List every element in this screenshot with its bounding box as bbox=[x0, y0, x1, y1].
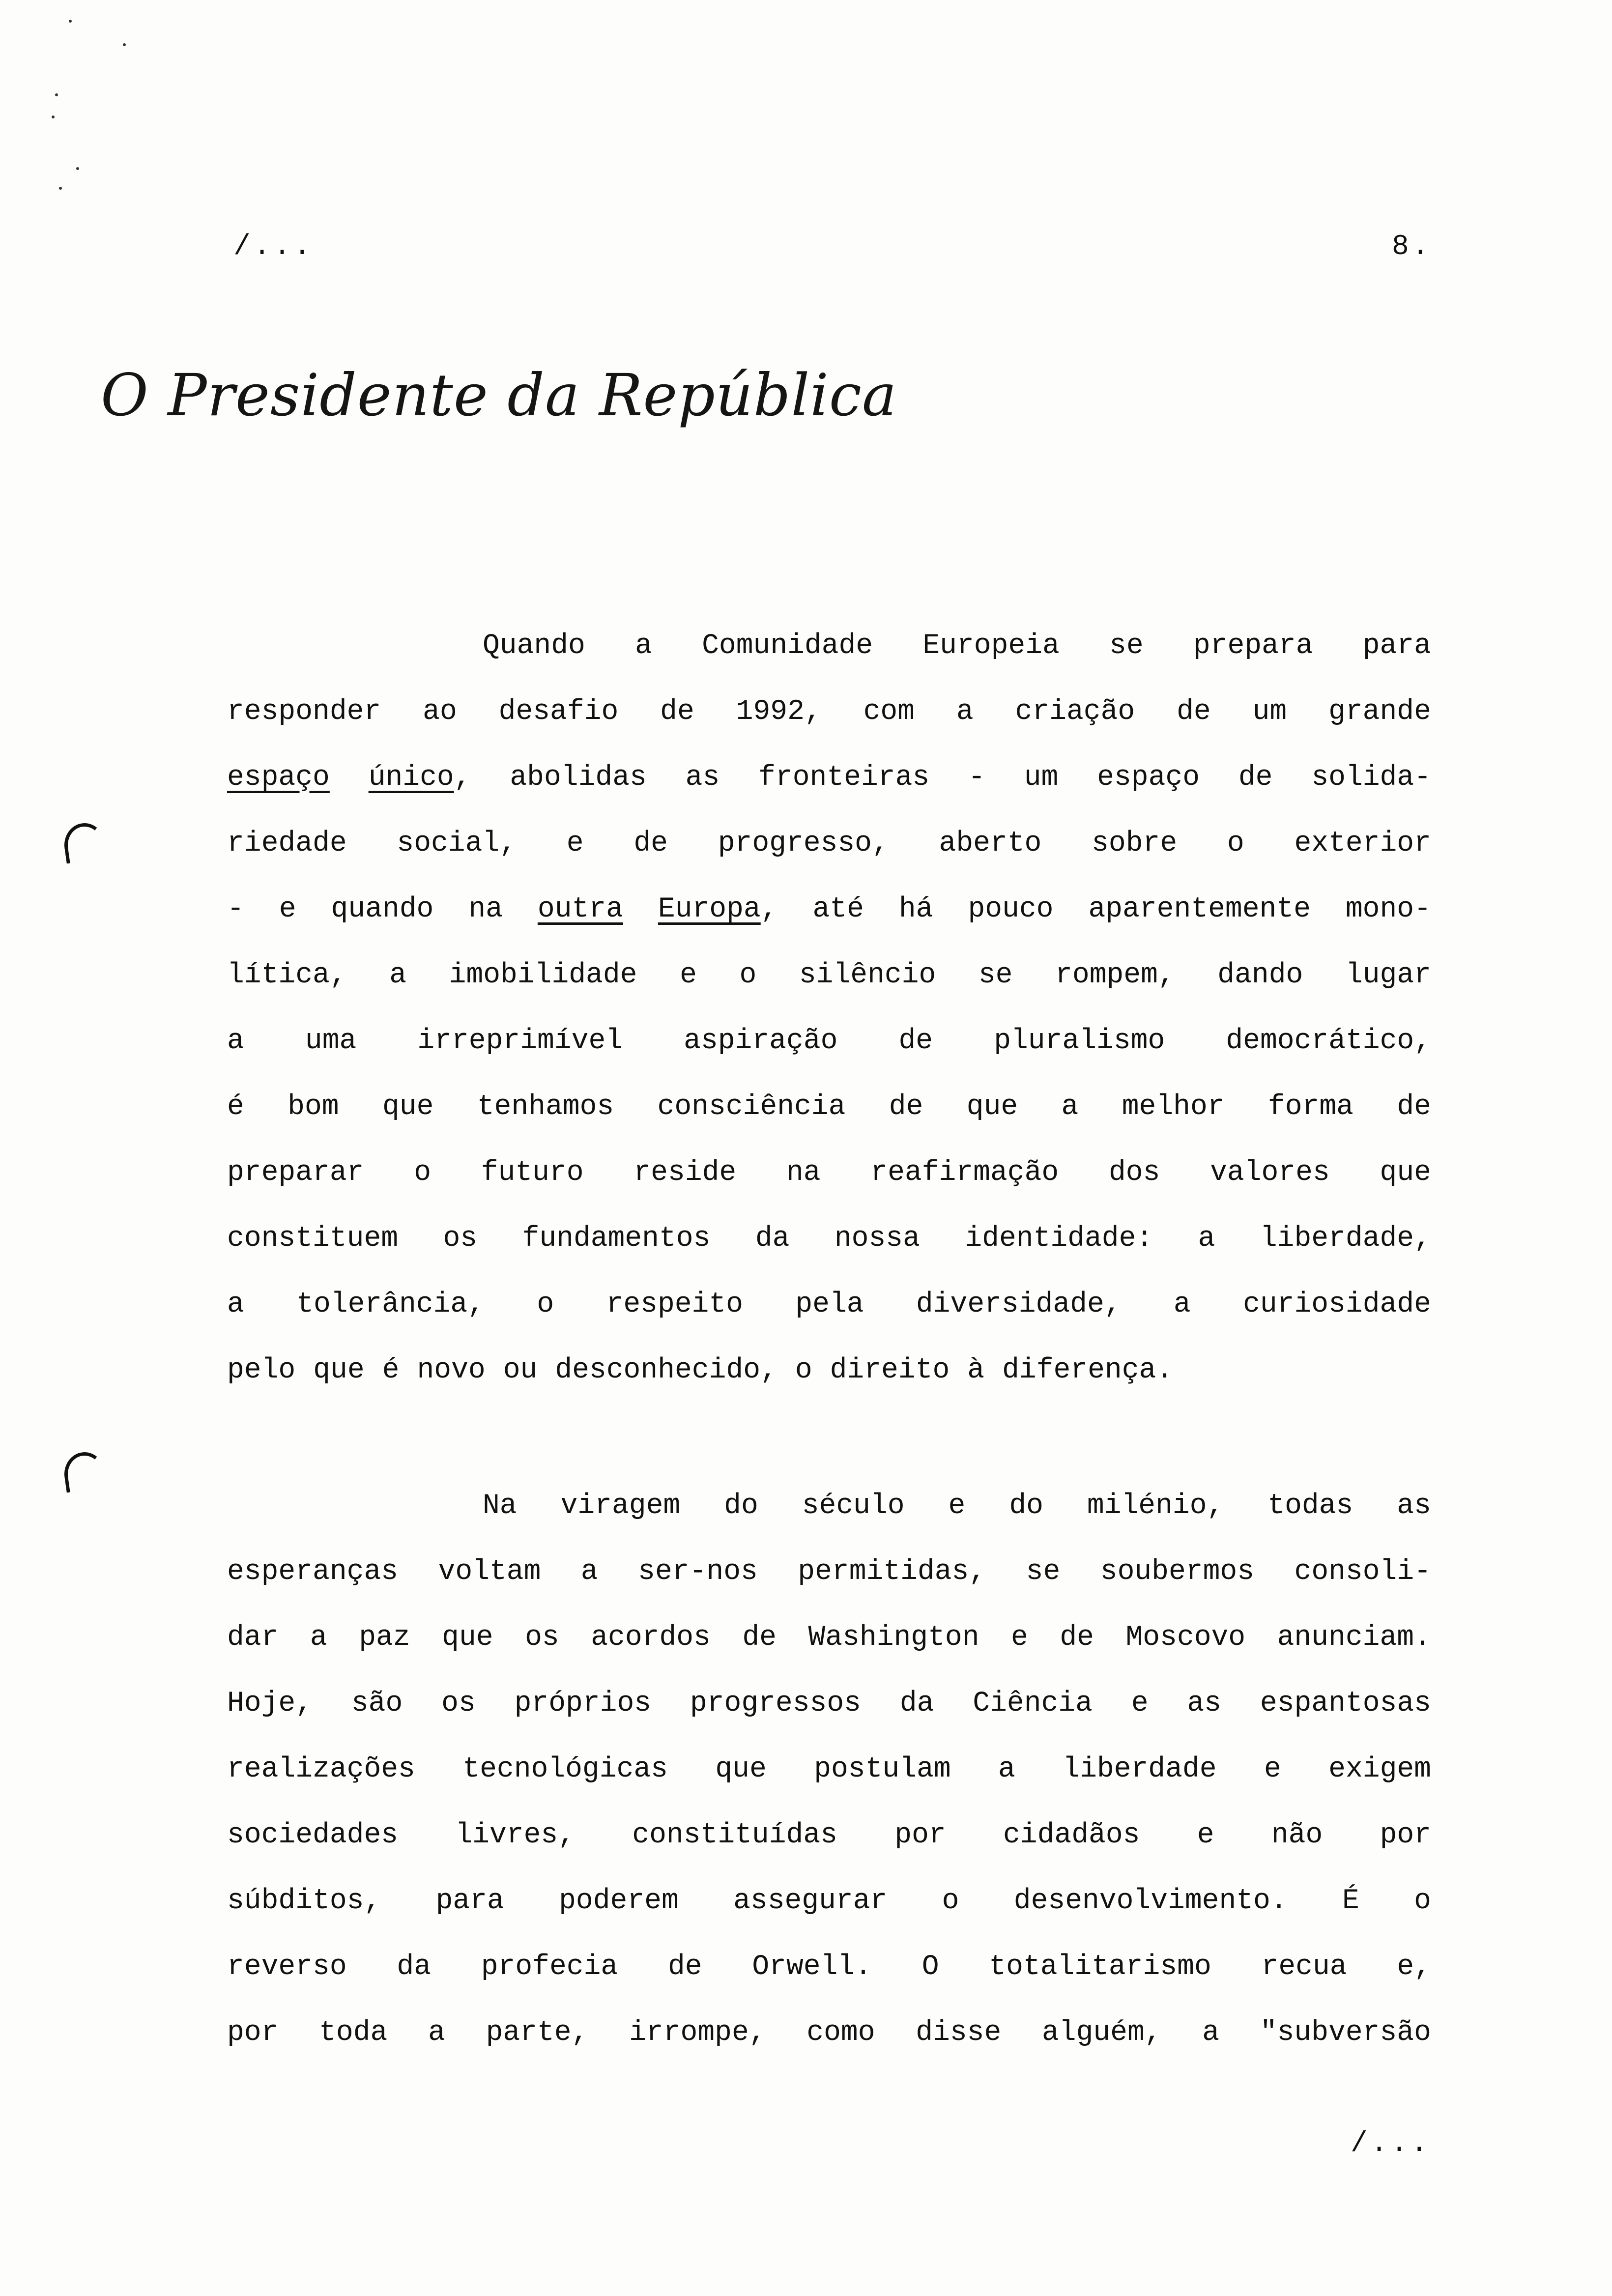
scan-speck bbox=[69, 20, 72, 23]
word: que bbox=[1380, 1157, 1431, 1189]
word: consciência bbox=[657, 1091, 846, 1123]
word: lugar bbox=[1345, 959, 1431, 991]
word: único, bbox=[368, 762, 471, 794]
word: realizações bbox=[227, 1753, 415, 1785]
word: sociedades bbox=[227, 1819, 399, 1851]
text-line bbox=[227, 1616, 1431, 1682]
word: pluralismo bbox=[994, 1025, 1165, 1057]
word: o bbox=[1414, 1885, 1431, 1917]
word: na bbox=[468, 893, 503, 925]
word: o bbox=[537, 1289, 554, 1320]
word: e bbox=[1011, 1622, 1028, 1654]
word: o bbox=[1227, 828, 1244, 860]
word: constituem bbox=[227, 1223, 399, 1255]
word: preparar bbox=[227, 1157, 364, 1189]
word: é bbox=[227, 1091, 244, 1123]
word: responder bbox=[227, 696, 381, 728]
word: da bbox=[397, 1951, 432, 1983]
word: reverso bbox=[227, 1951, 347, 1983]
word: imobilidade bbox=[449, 959, 637, 991]
word: disse bbox=[916, 2017, 1002, 2049]
word: de bbox=[1238, 762, 1273, 794]
word: 1992, bbox=[736, 696, 822, 728]
word: próprios bbox=[514, 1688, 652, 1720]
word: - bbox=[968, 762, 985, 794]
word: como bbox=[806, 2017, 875, 2049]
word: "subversão bbox=[1260, 2017, 1431, 2049]
word: irrompe, bbox=[629, 2017, 766, 2049]
word: e bbox=[566, 828, 584, 860]
word: a bbox=[227, 1289, 244, 1320]
word: É bbox=[1342, 1885, 1359, 1917]
text-line bbox=[227, 624, 1431, 690]
text-line bbox=[227, 1484, 1431, 1550]
word: de bbox=[742, 1622, 777, 1654]
word: alguém, bbox=[1041, 2017, 1162, 2049]
word: não bbox=[1271, 1819, 1323, 1851]
word: de bbox=[1177, 696, 1211, 728]
word: esperanças bbox=[227, 1556, 399, 1588]
word: Ciência bbox=[973, 1688, 1093, 1720]
word: social, bbox=[397, 828, 517, 860]
word: diversidade, bbox=[916, 1289, 1122, 1320]
word: um bbox=[1024, 762, 1059, 794]
word: a bbox=[428, 2017, 445, 2049]
word: de bbox=[667, 1951, 702, 1983]
word: por bbox=[894, 1819, 946, 1851]
word: bom bbox=[288, 1091, 339, 1123]
word: e bbox=[680, 959, 697, 991]
word: reafirmação bbox=[870, 1157, 1059, 1189]
word: O bbox=[921, 1951, 939, 1983]
word: outra bbox=[537, 893, 623, 925]
text-line bbox=[227, 953, 1431, 1019]
word: o bbox=[414, 1157, 432, 1189]
word: se bbox=[1026, 1556, 1061, 1588]
word: paz bbox=[359, 1622, 410, 1654]
word: direito bbox=[830, 1354, 950, 1386]
paragraph-1 bbox=[227, 624, 1431, 1414]
word: a bbox=[1173, 1289, 1191, 1320]
word: grande bbox=[1328, 696, 1431, 728]
word: constituídas bbox=[632, 1819, 837, 1851]
word: o bbox=[795, 1354, 812, 1386]
word: Europeia bbox=[922, 630, 1060, 662]
word: a bbox=[1202, 2017, 1220, 2049]
word: na bbox=[786, 1157, 821, 1189]
word: para bbox=[435, 1885, 504, 1917]
word: aspiração bbox=[684, 1025, 838, 1057]
word: identidade: bbox=[965, 1223, 1153, 1255]
word: Comunidade bbox=[702, 630, 873, 662]
text-line bbox=[227, 888, 1431, 953]
word: o bbox=[942, 1885, 959, 1917]
word: por bbox=[1380, 1819, 1431, 1851]
text-line bbox=[227, 2011, 1431, 2077]
word: aparentemente bbox=[1088, 893, 1311, 925]
text-line bbox=[227, 822, 1431, 888]
word: - bbox=[227, 893, 244, 925]
word: lítica, bbox=[227, 959, 347, 991]
word: é bbox=[382, 1354, 400, 1386]
word: rompem, bbox=[1055, 959, 1175, 991]
word: pela bbox=[795, 1289, 864, 1320]
word: e bbox=[1131, 1688, 1149, 1720]
word: forma bbox=[1267, 1091, 1353, 1123]
word: que bbox=[442, 1622, 493, 1654]
word: nossa bbox=[834, 1223, 920, 1255]
scan-speck bbox=[52, 115, 55, 118]
word: Quando bbox=[483, 630, 585, 662]
word: sobre bbox=[1092, 828, 1178, 860]
word: os bbox=[443, 1223, 478, 1255]
word: do bbox=[724, 1490, 758, 1522]
word: e bbox=[1264, 1753, 1281, 1785]
word: a bbox=[310, 1622, 327, 1654]
word: ou bbox=[503, 1354, 538, 1386]
word: acordos bbox=[591, 1622, 711, 1654]
word: postulam bbox=[814, 1753, 951, 1785]
word: que bbox=[313, 1354, 365, 1386]
word: livres, bbox=[455, 1819, 575, 1851]
word: a bbox=[389, 959, 407, 991]
word: consoli- bbox=[1294, 1556, 1431, 1588]
word: do bbox=[1009, 1490, 1043, 1522]
word: soubermos bbox=[1100, 1556, 1255, 1588]
word: dar bbox=[227, 1622, 279, 1654]
word: Washington bbox=[808, 1622, 979, 1654]
word: que bbox=[382, 1091, 434, 1123]
word: há bbox=[898, 893, 933, 925]
word: uma bbox=[305, 1025, 357, 1057]
word: a bbox=[956, 696, 974, 728]
word: milénio, bbox=[1087, 1490, 1224, 1522]
text-line bbox=[227, 1879, 1431, 1945]
word: voltam bbox=[438, 1556, 541, 1588]
word: abolidas bbox=[510, 762, 647, 794]
punch-hole-mark bbox=[61, 1450, 108, 1493]
word: prepara bbox=[1193, 630, 1313, 662]
word: silêncio bbox=[799, 959, 936, 991]
word: tenhamos bbox=[477, 1091, 614, 1123]
word: desenvolvimento. bbox=[1013, 1885, 1288, 1917]
word: novo bbox=[417, 1354, 486, 1386]
word: aberto bbox=[939, 828, 1042, 860]
word: à bbox=[967, 1354, 985, 1386]
word: são bbox=[351, 1688, 403, 1720]
word: fundamentos bbox=[522, 1223, 711, 1255]
word: Europa, bbox=[658, 893, 778, 925]
word: desconhecido, bbox=[555, 1354, 777, 1386]
word: Moscovo bbox=[1125, 1622, 1246, 1654]
word: a bbox=[227, 1025, 244, 1057]
word: que bbox=[966, 1091, 1018, 1123]
word: pelo bbox=[227, 1354, 296, 1386]
word: se bbox=[978, 959, 1013, 991]
word: a bbox=[635, 630, 652, 662]
word: exigem bbox=[1328, 1753, 1431, 1785]
word: de bbox=[1060, 1622, 1094, 1654]
word: riedade bbox=[227, 828, 347, 860]
scan-speck bbox=[55, 93, 58, 96]
word: criação bbox=[1015, 696, 1135, 728]
text-line bbox=[227, 1349, 1431, 1414]
word: Hoje, bbox=[227, 1688, 313, 1720]
word: a bbox=[1061, 1091, 1079, 1123]
word: com bbox=[863, 696, 915, 728]
word: de bbox=[889, 1091, 923, 1123]
text-line bbox=[227, 1550, 1431, 1616]
word: valores bbox=[1210, 1157, 1330, 1189]
letterhead-title: O Presidente da República bbox=[101, 361, 897, 429]
word: até bbox=[812, 893, 864, 925]
word: mono- bbox=[1345, 893, 1431, 925]
page-number: 8. bbox=[1392, 231, 1432, 263]
text-line bbox=[227, 756, 1431, 822]
continuation-marker-bottom: /... bbox=[1351, 2128, 1431, 2160]
word: e, bbox=[1397, 1951, 1431, 1983]
word: as bbox=[1187, 1688, 1222, 1720]
word: tecnológicas bbox=[462, 1753, 668, 1785]
word: solida- bbox=[1311, 762, 1431, 794]
word: ser-nos bbox=[638, 1556, 758, 1588]
word: quando bbox=[331, 893, 434, 925]
word: o bbox=[739, 959, 757, 991]
word: totalitarismo bbox=[989, 1951, 1211, 1983]
word: a bbox=[998, 1753, 1015, 1785]
word: súbditos, bbox=[227, 1885, 381, 1917]
scan-speck bbox=[123, 43, 126, 46]
word: Orwell. bbox=[752, 1951, 872, 1983]
word: reside bbox=[633, 1157, 737, 1189]
word: espaço bbox=[1097, 762, 1200, 794]
word: progressos bbox=[690, 1688, 861, 1720]
word: recua bbox=[1261, 1951, 1347, 1983]
word: os bbox=[525, 1622, 559, 1654]
word: permitidas, bbox=[798, 1556, 986, 1588]
word: e bbox=[948, 1490, 966, 1522]
word: futuro bbox=[481, 1157, 584, 1189]
word: melhor bbox=[1122, 1091, 1225, 1123]
word: todas bbox=[1267, 1490, 1353, 1522]
word: cidadãos bbox=[1003, 1819, 1140, 1851]
word: parte, bbox=[486, 2017, 589, 2049]
word: viragem bbox=[560, 1490, 681, 1522]
text-line bbox=[227, 1151, 1431, 1217]
word: ao bbox=[423, 696, 457, 728]
word: democrático, bbox=[1226, 1025, 1431, 1057]
word: fronteiras bbox=[758, 762, 930, 794]
text-line bbox=[227, 1283, 1431, 1349]
word: desafio bbox=[498, 696, 619, 728]
punch-hole-mark bbox=[61, 821, 108, 864]
word: tolerância, bbox=[296, 1289, 485, 1320]
word: século bbox=[802, 1490, 905, 1522]
word: para bbox=[1362, 630, 1431, 662]
text-line bbox=[227, 690, 1431, 756]
word: e bbox=[279, 893, 296, 925]
word: da bbox=[899, 1688, 934, 1720]
word: diferença. bbox=[1002, 1354, 1174, 1386]
word: assegurar bbox=[733, 1885, 888, 1917]
word: se bbox=[1109, 630, 1144, 662]
word: pouco bbox=[968, 893, 1054, 925]
word: e bbox=[1197, 1819, 1214, 1851]
word: anunciam. bbox=[1277, 1622, 1431, 1654]
word: profecia bbox=[481, 1951, 618, 1983]
word: de bbox=[1397, 1091, 1431, 1123]
word: os bbox=[441, 1688, 476, 1720]
word: dos bbox=[1108, 1157, 1160, 1189]
word: as bbox=[1397, 1490, 1431, 1522]
text-line bbox=[227, 1019, 1431, 1085]
word: progresso, bbox=[718, 828, 889, 860]
word: exterior bbox=[1294, 828, 1431, 860]
word: da bbox=[755, 1223, 790, 1255]
word: liberdade, bbox=[1260, 1223, 1431, 1255]
word: um bbox=[1252, 696, 1287, 728]
word: de bbox=[898, 1025, 933, 1057]
word: toda bbox=[319, 2017, 388, 2049]
word: por bbox=[227, 2017, 279, 2049]
word: que bbox=[715, 1753, 767, 1785]
word: as bbox=[685, 762, 720, 794]
word: Na bbox=[483, 1490, 517, 1522]
text-line bbox=[227, 1682, 1431, 1748]
word: curiosidade bbox=[1243, 1289, 1431, 1320]
text-line bbox=[227, 1748, 1431, 1813]
word: espaço bbox=[227, 762, 330, 794]
text-line bbox=[227, 1217, 1431, 1283]
text-line bbox=[227, 1945, 1431, 2011]
word: respeito bbox=[606, 1289, 743, 1320]
word: espantosas bbox=[1260, 1688, 1431, 1720]
word: de bbox=[633, 828, 668, 860]
word: a bbox=[580, 1556, 598, 1588]
word: poderem bbox=[559, 1885, 679, 1917]
word: a bbox=[1198, 1223, 1215, 1255]
continuation-marker-top: /... bbox=[233, 231, 314, 263]
scan-speck bbox=[76, 167, 79, 170]
word: irreprimível bbox=[417, 1025, 623, 1057]
text-line bbox=[227, 1813, 1431, 1879]
word: de bbox=[660, 696, 694, 728]
word: liberdade bbox=[1063, 1753, 1217, 1785]
scan-speck bbox=[59, 187, 62, 190]
paragraph-2 bbox=[227, 1484, 1431, 2077]
text-line bbox=[227, 1085, 1431, 1151]
word: dando bbox=[1217, 959, 1303, 991]
